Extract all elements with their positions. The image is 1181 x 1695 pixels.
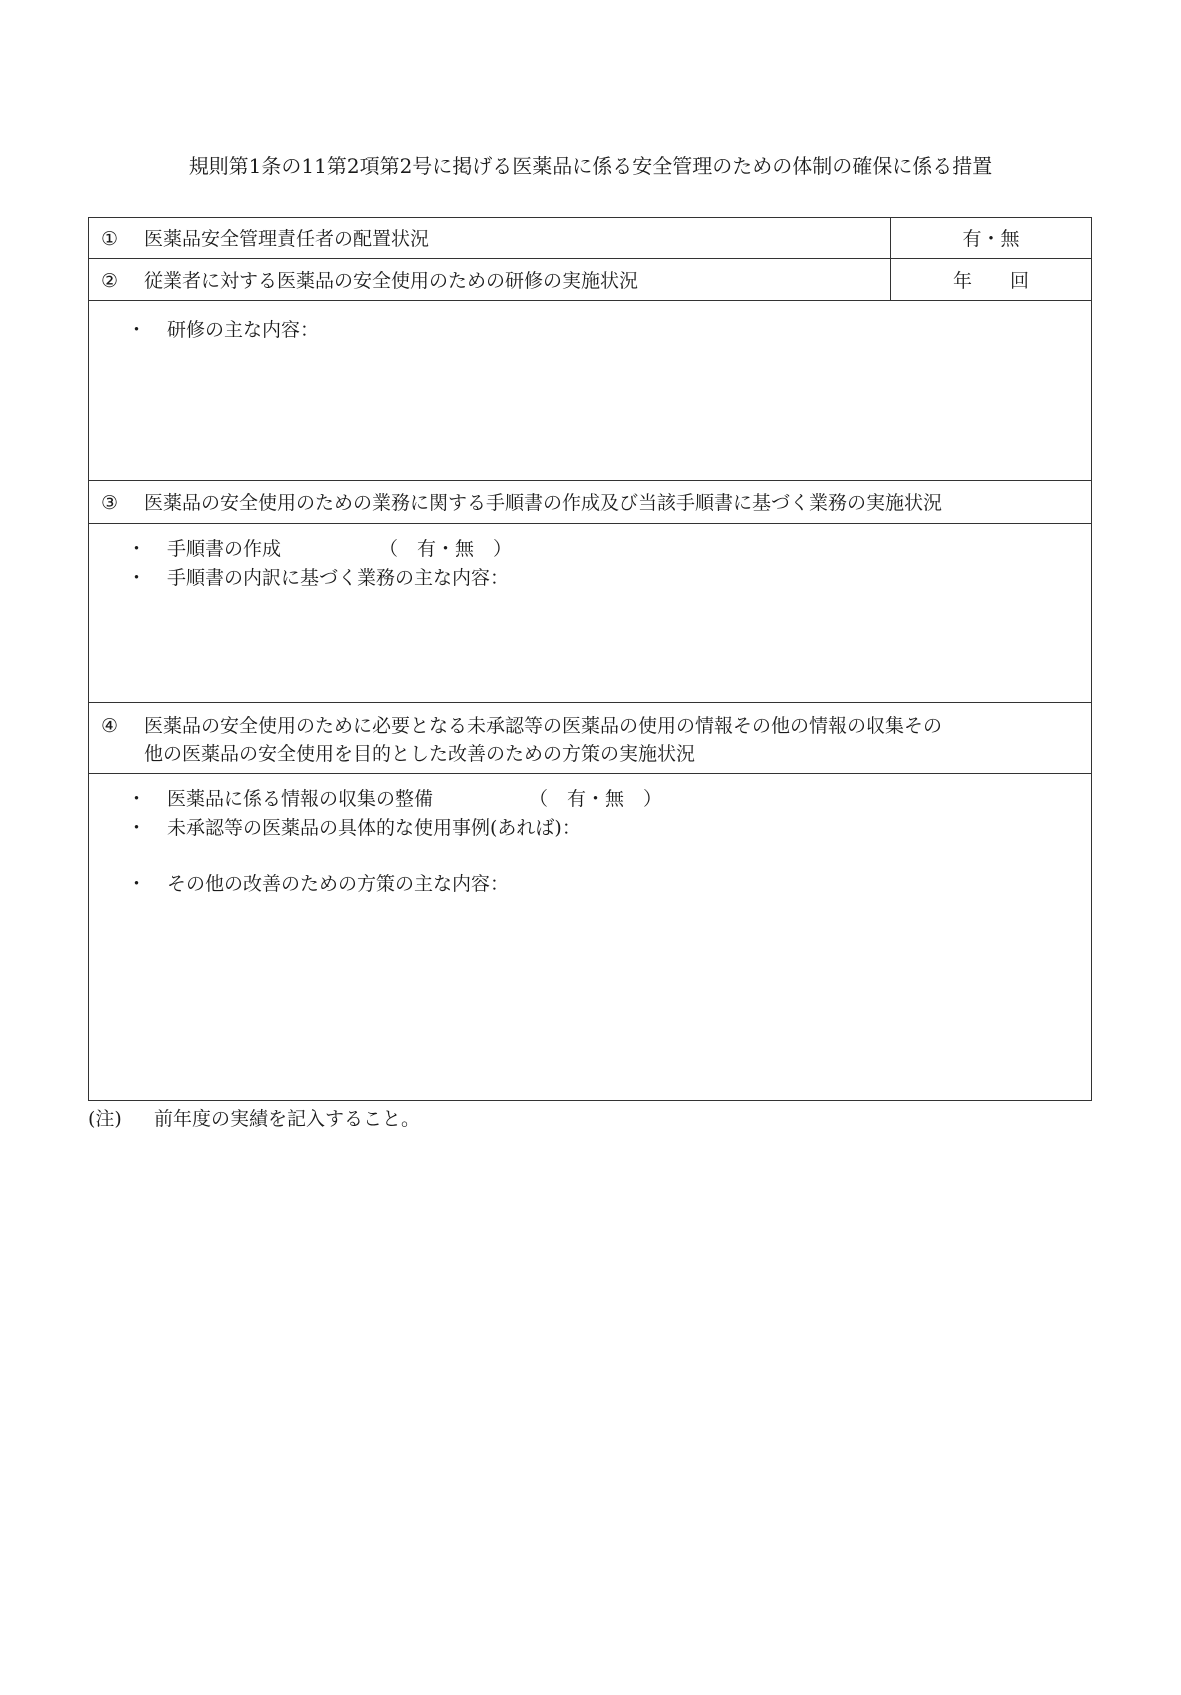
bullet: ・	[127, 817, 147, 839]
training-content-label: 研修の主な内容：	[167, 319, 320, 341]
row-divider	[89, 258, 1091, 259]
bullet: ・	[127, 788, 147, 810]
footnote-text: 前年度の実績を記入すること。	[154, 1108, 421, 1130]
row-divider	[89, 480, 1091, 481]
bullet: ・	[127, 873, 147, 895]
bullet: ・	[127, 538, 147, 560]
row2-label: 従業者に対する医薬品の安全使用のための研修の実施状況	[144, 270, 639, 292]
other-improvement-label: その他の改善のための方策の主な内容：	[167, 873, 510, 895]
manual-content-label: 手順書の内訳に基づく業務の主な内容：	[167, 567, 510, 589]
manual-creation-label: 手順書の作成	[167, 538, 282, 560]
row1-label: 医薬品安全管理責任者の配置状況	[144, 228, 430, 250]
row4-label-line2: 他の医薬品の安全使用を目的とした改善のための方策の実施状況	[144, 743, 696, 765]
row1-value[interactable]: 有・無	[962, 228, 1020, 250]
info-collection-choice[interactable]: （ 有・無 ）	[529, 788, 663, 810]
bullet: ・	[127, 567, 147, 589]
row3-number: ③	[101, 492, 119, 514]
footnote-label: (注)	[88, 1108, 122, 1130]
info-collection-label: 医薬品に係る情報の収集の整備	[167, 788, 434, 810]
row2-number: ②	[101, 270, 119, 292]
row3-label: 医薬品の安全使用のための業務に関する手順書の作成及び当該手順書に基づく業務の実施状況	[144, 492, 943, 514]
row4-label-line1: 医薬品の安全使用のために必要となる未承認等の医薬品の使用の情報その他の情報の収集その	[144, 715, 943, 737]
row1-number: ①	[101, 228, 119, 250]
row-divider	[89, 773, 1091, 774]
row4-number: ④	[101, 715, 119, 737]
bullet: ・	[127, 319, 147, 341]
page-title: 規則第1条の11第2項第2号に掲げる医薬品に係る安全管理のための体制の確保に係る措置	[188, 154, 993, 178]
footnote	[88, 1106, 420, 1132]
row-divider	[89, 300, 1091, 301]
manual-creation-choice[interactable]: （ 有・無 ）	[379, 538, 513, 560]
row2-value[interactable]: 年 回	[952, 270, 1029, 292]
row-divider	[89, 702, 1091, 703]
unapproved-drug-cases-label: 未承認等の医薬品の具体的な使用事例(あれば)：	[167, 817, 581, 839]
row-divider	[89, 523, 1091, 524]
safety-management-form	[88, 217, 1092, 1101]
